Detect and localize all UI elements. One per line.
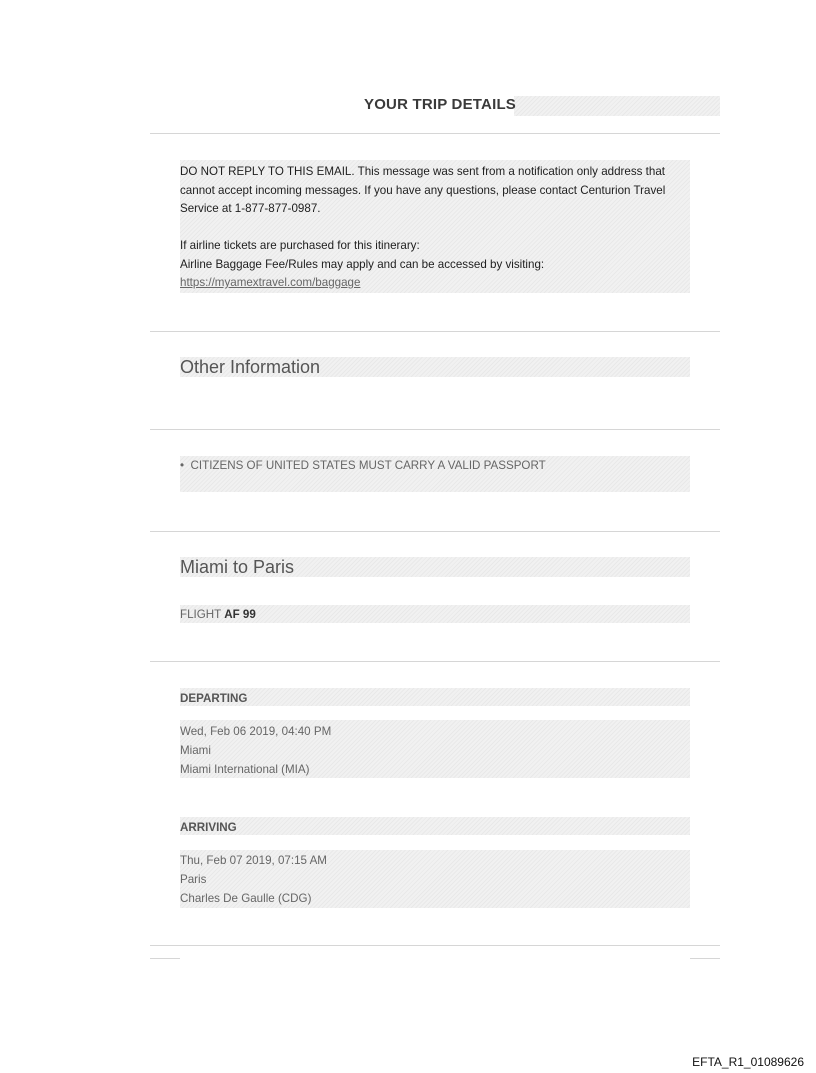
other-information-heading: Other Information: [180, 357, 321, 377]
divider: [150, 661, 720, 662]
divider: [150, 429, 720, 430]
divider: [150, 133, 720, 134]
departing-label: DEPARTING: [180, 692, 248, 705]
divider: [150, 531, 720, 532]
departing-city: Miami: [180, 744, 211, 757]
bullet-icon: •: [180, 459, 185, 472]
divider: [150, 958, 180, 959]
notice-block: [180, 163, 685, 293]
flight-route: Miami to Paris: [180, 557, 295, 577]
baggage-note: Airline Baggage Fee/Rules may apply and can be accessed by visiting:: [180, 257, 545, 271]
arriving-label: ARRIVING: [180, 821, 237, 834]
departing-airport: Miami International (MIA): [180, 763, 310, 776]
divider: [150, 945, 720, 946]
info-item: [180, 459, 546, 472]
departing-datetime: Wed, Feb 06 2019, 04:40 PM: [180, 725, 332, 738]
divider: [690, 958, 720, 959]
departing-details: [180, 722, 331, 779]
document-id: EFTA_R1_01089626: [692, 1055, 804, 1069]
arriving-label-shading: [180, 817, 690, 835]
arriving-datetime: Thu, Feb 07 2019, 07:15 AM: [180, 854, 327, 867]
flight-number: AF 99: [224, 608, 256, 621]
flight-shading: [180, 605, 690, 623]
arriving-city: Paris: [180, 873, 207, 886]
arriving-details: [180, 851, 327, 908]
flight-label: FLIGHT: [180, 608, 222, 621]
departing-label-shading: [180, 688, 690, 706]
passport-requirement: CITIZENS OF UNITED STATES MUST CARRY A VALID PASSPORT: [190, 459, 546, 472]
page-title: YOUR TRIP DETAILS: [363, 96, 517, 113]
flight-line: [180, 608, 256, 621]
baggage-link[interactable]: https://myamextravel.com/baggage: [180, 276, 361, 289]
tickets-note: If airline tickets are purchased for this itinerary:: [180, 239, 420, 252]
no-reply-notice: DO NOT REPLY TO THIS EMAIL. This message was sent from a notification only address that cannot accept incoming messages. If you have any questions, please contact Centurion Travel Service at 1-877-877-0987.: [180, 165, 666, 215]
arriving-airport: Charles De Gaulle (CDG): [180, 892, 312, 905]
divider: [150, 331, 720, 332]
